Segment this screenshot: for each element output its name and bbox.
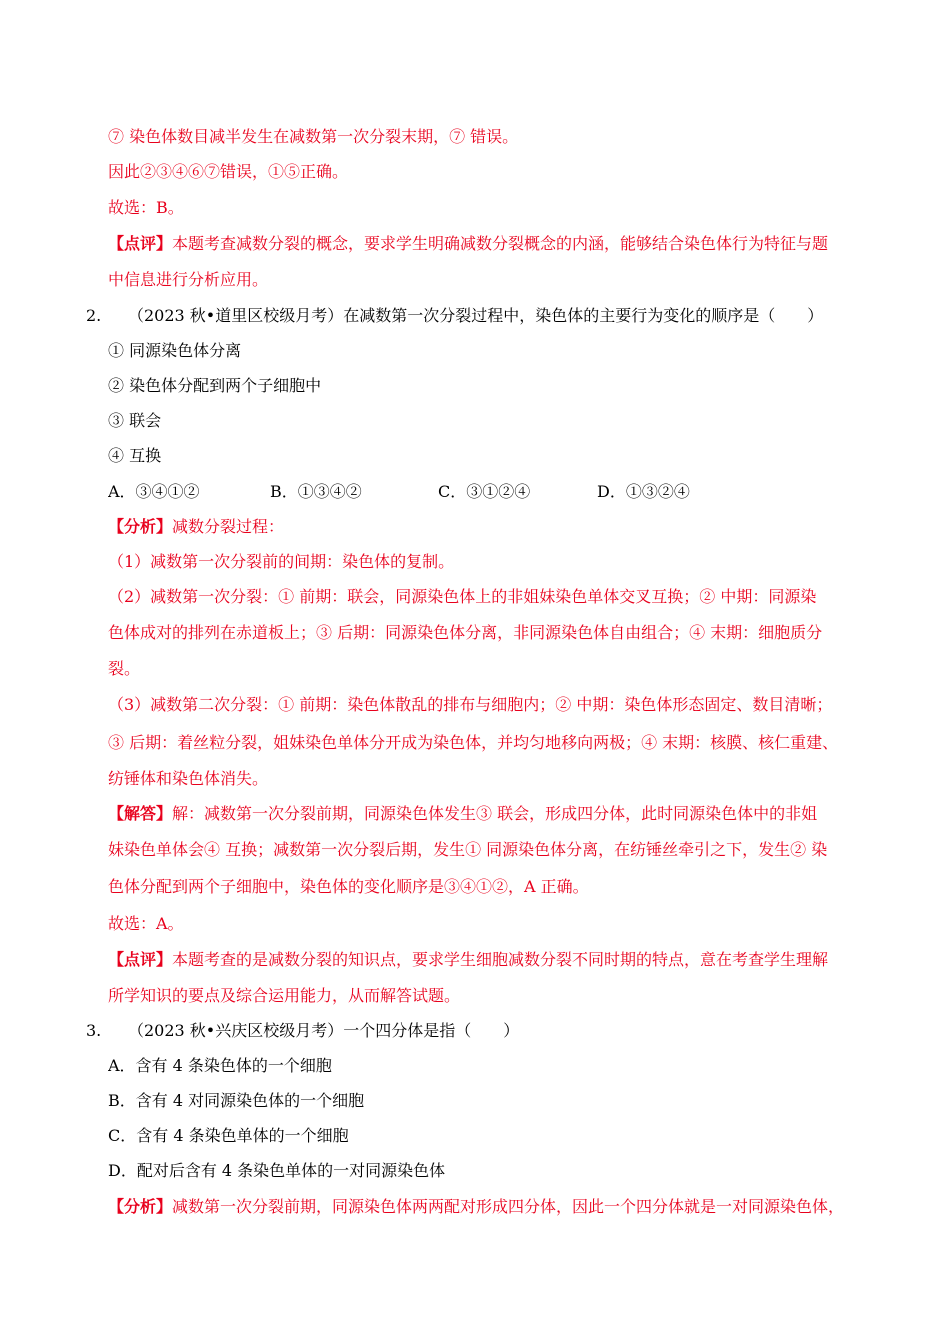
option-a: A．③④①② [108, 482, 200, 501]
prev-solution-line-7: ⑦ 染色体数目减半发生在减数第一次分裂末期，⑦ 错误。 [108, 127, 519, 146]
question-2-stem: （2023 秋•道里区校级月考）在减数第一次分裂过程中，染色体的主要行为变化的顺序是（ ） [128, 306, 824, 325]
analysis-tag: 【分析】 [108, 1197, 173, 1216]
prev-comment-line-2: 中信息进行分析应用。 [108, 270, 269, 289]
question-3-analysis-line-1: 【分析】减数第一次分裂前期，同源染色体两两配对形成四分体，因此一个四分体就是一对同源染色体， [108, 1197, 845, 1216]
question-2-item-2: ② 染色体分配到两个子细胞中 [108, 376, 322, 395]
prev-comment-line-1: 【点评】本题考查减数分裂的概念，要求学生明确减数分裂概念的内涵，能够结合染色体行为特征与题 [108, 234, 829, 253]
question-2-item-4: ④ 互换 [108, 446, 162, 465]
question-2-analysis-line-8: 纺锤体和染色体消失。 [108, 769, 269, 788]
question-3-option-c: C．含有 4 条染色单体的一个细胞 [108, 1126, 349, 1145]
question-2-answer: 故选：A。 [108, 914, 184, 933]
question-2-analysis-line-7: ③ 后期：着丝粒分裂，姐妹染色单体分开成为染色体，并均匀地移向两极；④ 末期：核膜、核仁重建、 [108, 733, 839, 752]
question-3-option-b: B．含有 4 对同源染色体的一个细胞 [108, 1091, 365, 1110]
question-2-analysis-line-3: （2）减数第一次分裂：① 前期：联会，同源染色体上的非姐妹染色单体交叉互换；② 中期：同源染 [108, 587, 817, 606]
question-2-analysis-line-2: （1）减数第一次分裂前的间期：染色体的复制。 [108, 552, 455, 571]
question-2-comment-line-1: 【点评】本题考查的是减数分裂的知识点，要求学生细胞减数分裂不同时期的特点，意在考查学生理解 [108, 950, 829, 969]
question-2-solution-line-3: 色体分配到两个子细胞中，染色体的变化顺序是③④①②，A 正确。 [108, 877, 589, 896]
comment-tag: 【点评】 [108, 950, 173, 969]
solution-tag: 【解答】 [108, 804, 173, 823]
option-d: D．①③②④ [597, 482, 690, 501]
question-2-item-1: ① 同源染色体分离 [108, 341, 242, 360]
question-2-solution-line-1: 【解答】解：减数第一次分裂前期，同源染色体发生③ 联会，形成四分体，此时同源染色体中的非姐 [108, 804, 818, 823]
question-2-number: 2. [86, 306, 102, 325]
question-2-comment-line-2: 所学知识的要点及综合运用能力，从而解答试题。 [108, 986, 461, 1005]
question-2-analysis-line-1: 【分析】减数分裂过程： [108, 517, 285, 536]
question-2-analysis-line-6: （3）减数第二次分裂：① 前期：染色体散乱的排布与细胞内；② 中期：染色体形态固定、数目清晰； [108, 695, 833, 714]
question-2-analysis-line-5: 裂。 [108, 659, 141, 678]
prev-solution-conclusion: 因此②③④⑥⑦错误，①⑤正确。 [108, 162, 349, 181]
question-2-solution-line-2: 妹染色单体会④ 互换；减数第一次分裂后期，发生① 同源染色体分离，在纺锤丝牵引之下，发生② 染 [108, 840, 828, 859]
question-2-options [108, 480, 868, 504]
prev-answer: 故选：B。 [108, 198, 184, 217]
analysis-tag: 【分析】 [108, 517, 173, 536]
question-3-number: 3. [86, 1021, 102, 1040]
question-3-option-a: A．含有 4 条染色体的一个细胞 [108, 1056, 332, 1075]
option-c: C．③①②④ [438, 482, 531, 501]
comment-tag: 【点评】 [108, 234, 173, 253]
question-2-analysis-line-4: 色体成对的排列在赤道板上；③ 后期：同源染色体分离，非同源染色体自由组合；④ 末期：细胞质分 [108, 623, 823, 642]
question-3-option-d: D．配对后含有 4 条染色单体的一对同源染色体 [108, 1161, 446, 1180]
option-b: B．①③④② [270, 482, 362, 501]
question-3-stem: （2023 秋•兴庆区校级月考）一个四分体是指（ ） [128, 1021, 520, 1040]
question-2-item-3: ③ 联会 [108, 411, 162, 430]
